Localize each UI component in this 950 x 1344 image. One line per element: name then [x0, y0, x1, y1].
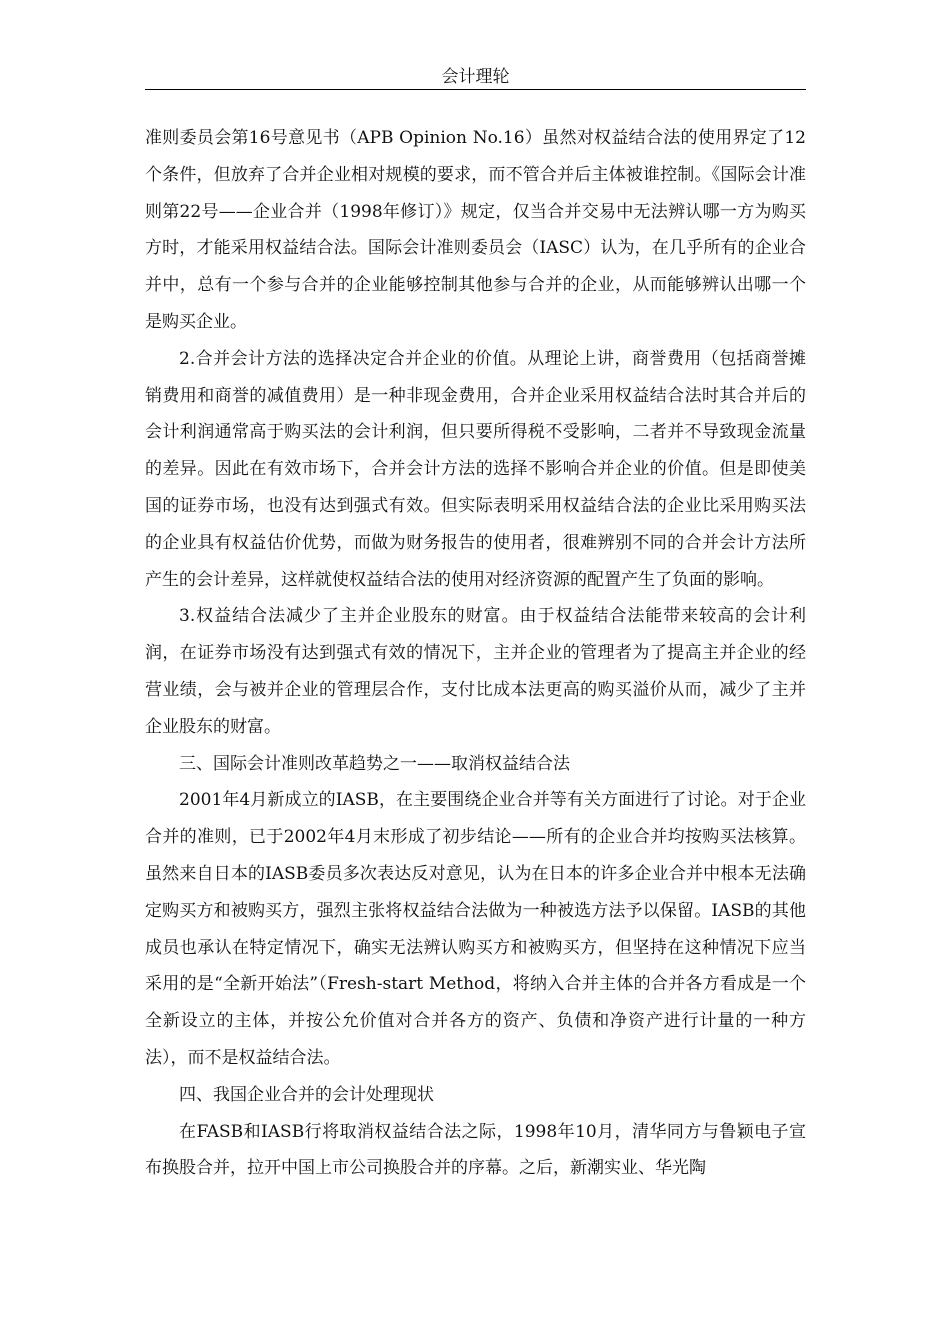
- paragraph-apb-opinion: 准则委员会第16号意见书（APB Opinion No.16）虽然对权益结合法的使用界定了12个条件，但放弃了合并企业相对规模的要求，而不管合并后主体被谁控制。《国际会计准则第22号——企业合并（1998年修订）》规定，仅当合并交易中无法辨认哪一方为购买方时，才能采用权益结合法。国际会计准则委员会（IASC）认为，在几乎所有的企业合并中，总有一个参与合并的企业能够控制其他参与合并的企业，从而能够辨认出哪一个是购买企业。: [145, 128, 806, 332]
- paragraph-point-3: 3.权益结合法减少了主并企业股东的财富。由于权益结合法能带来较高的会计利润，在证券市场没有达到强式有效的情况下，主并企业的管理者为了提高主并企业的经营业绩，会与被并企业的管理层合作，支付比成本法更高的购买溢价从而，减少了主并企业股东的财富。: [145, 606, 806, 737]
- paragraph-iasb-2001: 2001年4月新成立的IASB，在主要围绕企业合并等有关方面进行了讨论。对于企业合并的准则，已于2002年4月末形成了初步结论——所有的企业合并均按购买法核算。虽然来自日本的IASB委员多次表达反对意见，认为在日本的许多企业合并中根本无法确定购买方和被购买方，强烈主张将权益结合法做为一种被选方法予以保留。IASB的其他成员也承认在特定情况下，确实无法辨认购买方和被购买方，但坚持在这种情况下应当采用的是“全新开始法”（Fresh-start Method，将纳入合并主体的合并各方看成是一个全新设立的主体，并按公允价值对合并各方的资产、负债和净资产进行计量的一种方法），而不是权益结合法。: [145, 790, 806, 1068]
- section-heading-4: 四、我国企业合并的会计处理现状: [179, 1084, 434, 1105]
- header-rule: [145, 89, 806, 90]
- paragraph-point-2: 2.合并会计方法的选择决定合并企业的价值。从理论上讲，商誉费用（包括商誉摊销费用和商誉的减值费用）是一种非现金费用，合并企业采用权益结合法时其合并后的会计利润通常高于购买法的会计利润，但只要所得税不受影响，二者并不导致现金流量的差异。因此在有效市场下，合并会计方法的选择不影响合并企业的价值。但是即使美国的证券市场，也没有达到强式有效。但实际表明采用权益结合法的企业比采用购买法的企业具有权益估价优势，而做为财务报告的使用者，很难辨别不同的合并会计方法所产生的会计差异，这样就使权益结合法的使用对经济资源的配置产生了负面的影响。: [145, 348, 806, 590]
- running-header: 会计理轮: [441, 67, 510, 87]
- paragraph-china-status: 在FASB和IASB行将取消权益结合法之际，1998年10月，清华同方与鲁颖电子宣布换股合并，拉开中国上市公司换股合并的序幕。之后，新潮实业、华光陶: [145, 1121, 806, 1179]
- section-heading-3: 三、国际会计准则改革趋势之一——取消权益结合法: [179, 753, 570, 774]
- body-text: [145, 120, 806, 1187]
